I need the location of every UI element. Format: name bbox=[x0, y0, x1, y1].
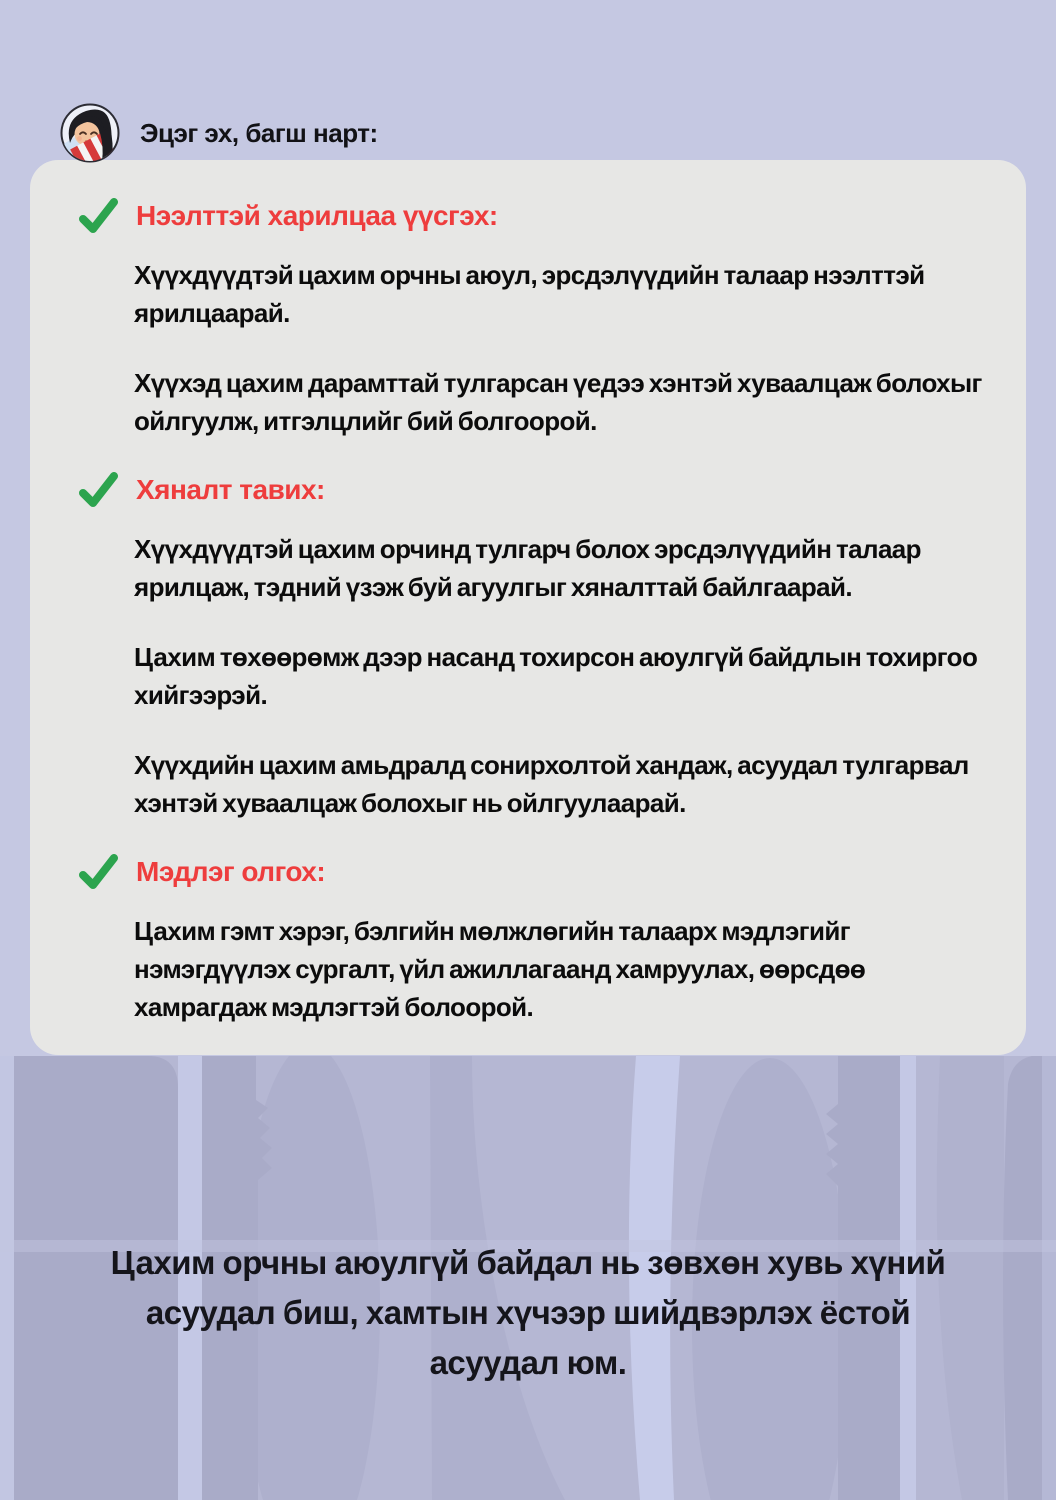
checkmark-icon bbox=[78, 472, 118, 508]
section-title: Мэдлэг олгох: bbox=[136, 856, 326, 887]
paragraph: Хүүхдүүдтэй цахим орчинд тулгарч болох эрсдэлүүдийн талаар ярилцаж, тэдний үзэж буй агуулгыг хяналттай байлгаарай. bbox=[134, 534, 921, 602]
content-card bbox=[30, 160, 1026, 1055]
checkmark-icon bbox=[78, 198, 118, 234]
section-title-row bbox=[78, 472, 982, 508]
header-row bbox=[60, 103, 378, 163]
paragraph: Хүүхдүүдтэй цахим орчны аюул, эрсдэлүүдийн талаар нээлттэй ярилцаарай. bbox=[134, 260, 925, 328]
section-title-row bbox=[78, 854, 982, 890]
checkmark-icon bbox=[78, 854, 118, 890]
paragraph: Хүүхдийн цахим амьдралд сонирхолтой хандаж, асуудал тулгарвал хэнтэй хуваалцаж болохыг нь ойлгуулаарай. bbox=[134, 750, 969, 818]
section-title: Хяналт тавих: bbox=[136, 474, 325, 505]
paragraph: Цахим гэмт хэрэг, бэлгийн мөлжлөгийн талаарх мэдлэгийг нэмэгдүүлэх сургалт, үйл ажиллагаанд хамруулах, өөрсдөө хамрагдаж мэдлэгтэй болоорой. bbox=[134, 916, 866, 1022]
section-title-row bbox=[78, 198, 982, 234]
footer-quote: Цахим орчны аюулгүй байдал нь зөвхөн хувь хүний асуудал биш, хамтын хүчээр шийдвэрлэх ёстой асуудал юм. bbox=[110, 1244, 946, 1381]
section-title: Нээлттэй харилцаа үүсгэх: bbox=[136, 200, 498, 231]
girl-avatar-icon bbox=[60, 103, 120, 163]
header-label: Эцэг эх, багш нарт: bbox=[140, 117, 378, 148]
paragraph: Хүүхэд цахим дарамттай тулгарсан үедээ хэнтэй хуваалцаж болохыг ойлгуулж, итгэлцлийг бий болгоорой. bbox=[134, 368, 982, 436]
paragraph: Цахим төхөөрөмж дээр насанд тохирсон аюулгүй байдлын тохиргоо хийгээрэй. bbox=[134, 642, 978, 710]
